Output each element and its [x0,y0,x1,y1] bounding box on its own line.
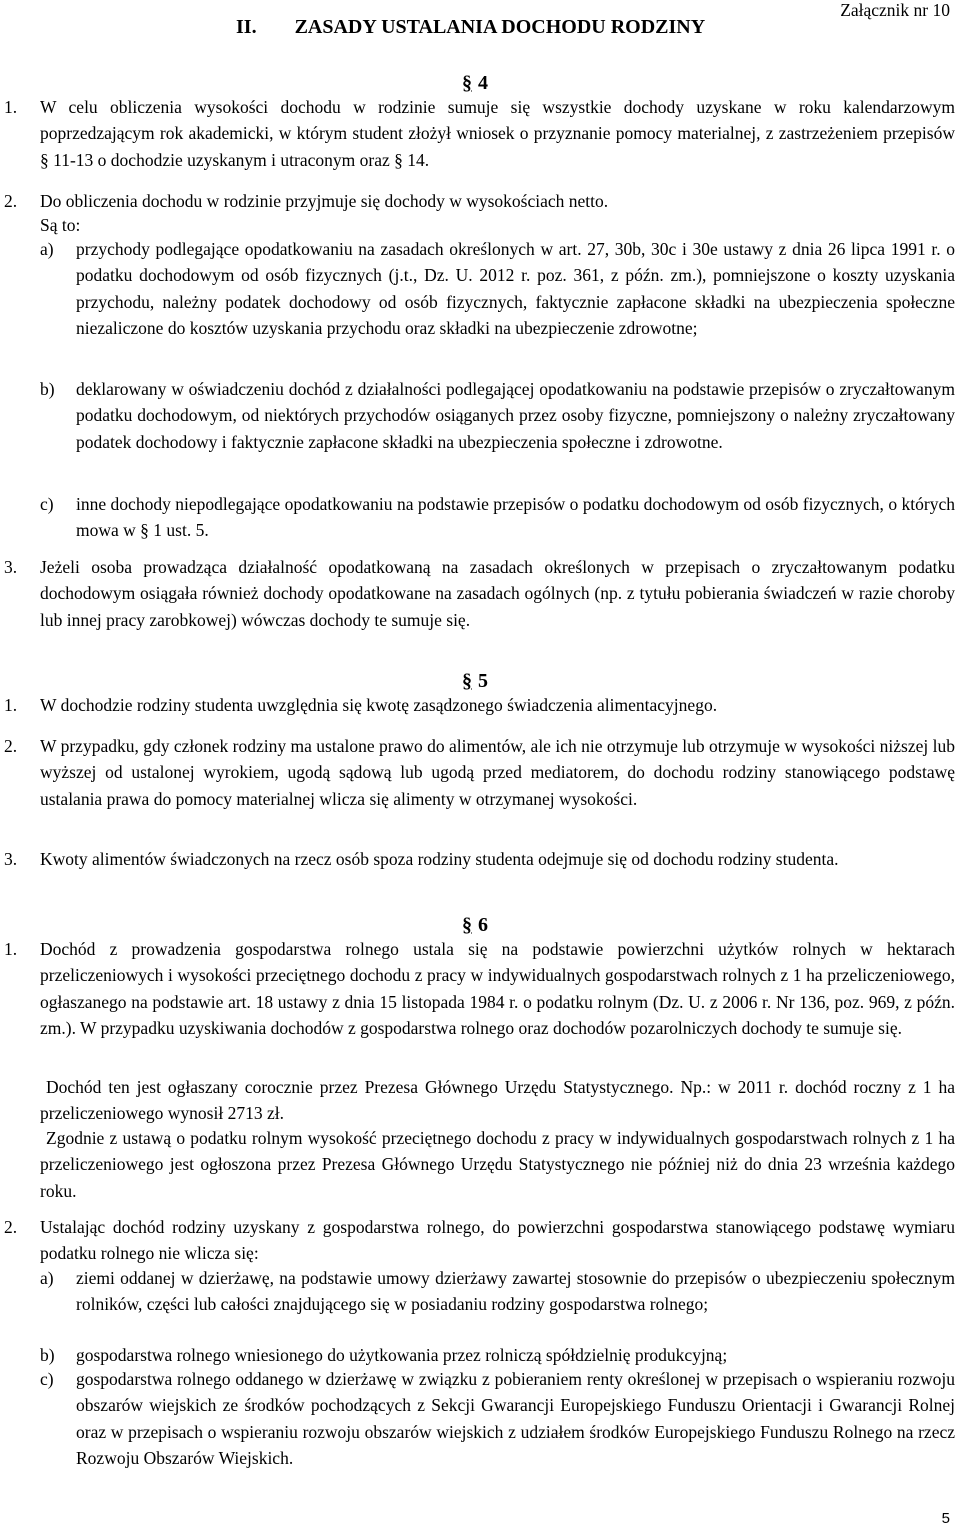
paragraph-5-2 [4,733,955,812]
paragraph-label: b) [40,379,55,399]
paragraph-text: deklarowany w oświadczeniu dochód z działalności podlegającej opodatkowaniu na podstawie przepisów o zryczałtowanym podatku dochodowym, od niektórych przychodów osiąganych przez osoby fizyczne, pomniejszony o należny zryczałtowany podatek dochodowy i faktycznie zapłacone składki na ubezpieczenia społeczne i zdrowotne. [76,379,955,452]
paragraph-label: 2. [4,736,18,756]
paragraph-6-1-note [40,1074,955,1127]
paragraph-label: 2. [4,191,18,211]
paragraph-text: Do obliczenia dochodu w rodzinie przyjmuje się dochody w wysokościach netto. [40,191,609,211]
section-number-5: 5 [478,670,488,692]
paragraph-5-1 [4,692,955,718]
paragraph-6-1-note-2 [40,1125,955,1204]
paragraph-text: W przypadku, gdy członek rodziny ma ustalone prawo do alimentów, ale ich nie otrzymuje lub otrzymuje w wysokości niższej lub wyższej od ustalonej wyrokiem, ugodą sądową lub ugodą przed mediatorem, do dochodu rodziny stanowiącego podstawę ustalania prawa do pomocy materialnej wlicza się alimenty w otrzymanej wysokości. [40,736,955,809]
section-sign-6: § [462,914,472,936]
paragraph-text: Dochód ten jest ogłaszany corocznie przez Prezesa Głównego Urzędu Statystycznego. Np.: w 2011 r. dochód roczny z 1 ha przeliczeniowego wynosił 2713 zł. [40,1077,955,1124]
paragraph-6-1 [4,936,955,1042]
page-number: 5 [941,1510,950,1527]
paragraph-label: 1. [4,939,18,959]
paragraph-4-2-a [40,236,955,342]
paragraph-label: 3. [4,557,18,577]
section-number-6: 6 [478,914,488,936]
paragraph-text: gospodarstwa rolnego wniesionego do użytkowania przez rolniczą spółdzielnię produkcyjną; [76,1345,728,1365]
paragraph-text: przychody podlegające opodatkowaniu na zasadach określonych w art. 27, 30b, 30c i 30e ustawy z dnia 26 lipca 1991 r. o podatku dochodowym od osób fizycznych (j.t., Dz. U. 2012 r. poz. 361, z późn. zm.), pomniejszone o koszty uzyskania przychodu, należny podatek dochodowy od osób fizycznych, faktycznie zapłacone składki na ubezpieczenia społeczne niezaliczone do kosztów uzyskania przychodu oraz składki na ubezpieczenie zdrowotne; [76,239,955,339]
paragraph-text: W dochodzie rodziny studenta uwzględnia się kwotę zasądzonego świadczenia alimentacyjnego. [40,695,718,715]
paragraph-text: Kwoty alimentów świadczonych na rzecz osób spoza rodziny studenta odejmuje się od dochodu rodziny studenta. [40,849,839,869]
paragraph-4-3 [4,554,955,633]
paragraph-4-2-intro [40,212,955,238]
paragraph-label: 2. [4,1217,18,1237]
chapter-heading [236,16,705,39]
paragraph-label: 3. [4,849,18,869]
paragraph-4-2 [4,188,955,214]
paragraph-text: ziemi oddanej w dzierżawę, na podstawie umowy dzierżawy zawartej stosownie do przepisów o ubezpieczeniu społecznym rolników, części lub całości znajdującego się w posiadaniu rodziny gospodarstwa rolnego; [76,1268,955,1315]
paragraph-text: inne dochody niepodlegające opodatkowaniu na podstawie przepisów o podatku dochodowym od osób fizycznych, o których mowa w § 1 ust. 5. [76,494,955,541]
paragraph-label: c) [40,1369,54,1389]
paragraph-6-2-b [40,1342,955,1368]
section-heading-6 [462,914,488,937]
paragraph-label: b) [40,1345,55,1365]
paragraph-label: 1. [4,695,18,715]
paragraph-label: 1. [4,97,18,117]
paragraph-4-1 [4,94,955,173]
paragraph-text: W celu obliczenia wysokości dochodu w rodzinie sumuje się wszystkie dochody uzyskane w roku kalendarzowym poprzedzającym rok akademicki, w którym student złożył wniosek o przyznanie pomocy materialnej, z zastrzeżeniem przepisów § 11-13 o dochodzie uzyskanym i utraconym oraz § 14. [40,97,955,170]
paragraph-label: a) [40,1268,54,1288]
paragraph-text: Zgodnie z ustawą o podatku rolnym wysokość przeciętnego dochodu z pracy w indywidualnych gospodarstwach rolnych z 1 ha przeliczeniowego jest ogłoszona przez Prezesa Głównego Urzędu Statystycznego nie później niż do dnia 23 września każdego roku. [40,1128,955,1201]
paragraph-label: a) [40,239,54,259]
paragraph-text: Jeżeli osoba prowadząca działalność opodatkowaną na zasadach określonych w przepisach o zryczałtowanym podatku dochodowym osiągała również dochody opodatkowane na zasadach ogólnych (np. z tytułu pobierania świadczeń w razie choroby lub innej pracy zarobkowej) wówczas dochody te sumuje się. [40,557,955,630]
chapter-title: ZASADY USTALANIA DOCHODU RODZINY [294,16,706,38]
paragraph-6-2 [4,1214,955,1267]
section-sign-5: § [462,670,472,692]
section-heading-4 [462,72,488,95]
paragraph-label: c) [40,494,54,514]
paragraph-text: gospodarstwa rolnego oddanego w dzierżawę w związku z pobieraniem renty określonej w przepisach o wspieraniu rozwoju obszarów wiejskich ze środków pochodzących z Sekcji Gwarancji Europejskiego Funduszu Orientacji i Gwarancji Rolnej oraz w przepisach o wspieraniu rozwoju obszarów wiejskich z udziałem środków Europejskiego Funduszu Rolnego na rzecz Rozwoju Obszarów Wiejskich. [76,1369,955,1469]
annex-label: Załącznik nr 10 [840,0,950,20]
chapter-roman-numeral: II. [236,16,257,38]
paragraph-5-3 [4,846,955,872]
paragraph-text: Są to: [40,215,81,235]
paragraph-4-2-b [40,376,955,455]
paragraph-4-2-c [40,491,955,544]
paragraph-6-2-a [40,1265,955,1318]
section-heading-5 [462,670,488,693]
paragraph-text: Ustalając dochód rodziny uzyskany z gospodarstwa rolnego, do powierzchni gospodarstwa stanowiącego podstawę wymiaru podatku rolnego nie wlicza się: [40,1217,955,1264]
paragraph-6-2-c [40,1366,955,1472]
section-sign-4: § [462,72,472,94]
section-number-4: 4 [478,72,488,94]
paragraph-text: Dochód z prowadzenia gospodarstwa rolnego ustala się na podstawie powierzchni użytków rolnych w hektarach przeliczeniowych i wysokości przeciętnego dochodu z pracy w indywidualnych gospodarstwach rolnych z 1 ha przeliczeniowego, ogłaszanego na podstawie art. 18 ustawy z dnia 15 listopada 1984 r. o podatku rolnym (Dz. U. z 2006 r. Nr 136, poz. 969, z późn. zm.). W przypadku uzyskiwania dochodów z gospodarstwa rolnego oraz dochodów pozarolniczych dochody te sumuje się. [40,939,955,1039]
